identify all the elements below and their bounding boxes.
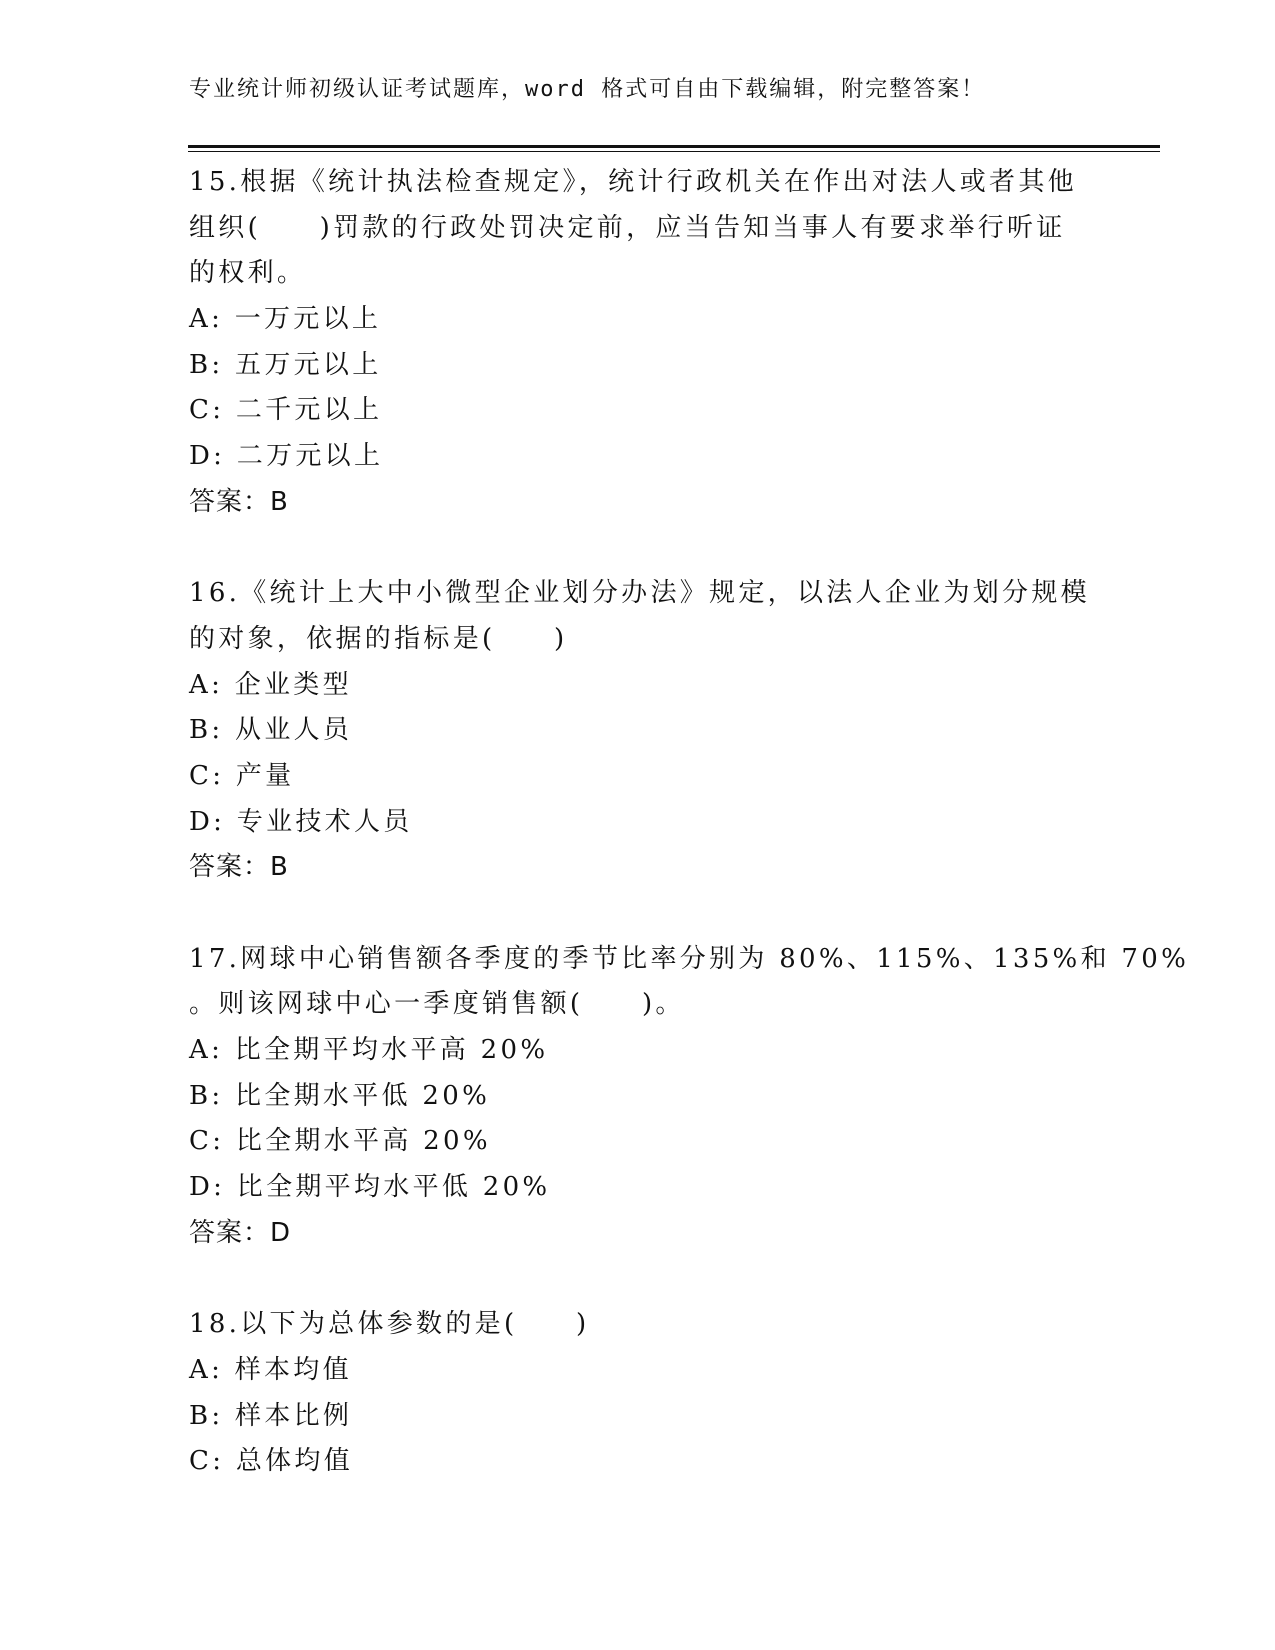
answer-label: 答案：B	[189, 486, 289, 517]
option-b: B: 从业人员	[189, 715, 353, 746]
spacer	[189, 1257, 1089, 1303]
option-b: B: 比全期水平低 20%	[189, 1080, 491, 1111]
option-c: C: 二千元以上	[189, 395, 383, 426]
question-18	[189, 1302, 1089, 1485]
question-stem-line: 18.以下为总体参数的是( )	[189, 1309, 590, 1340]
page-header: 专业统计师初级认证考试题库，word 格式可自由下载编辑，附完整答案！	[189, 77, 986, 102]
option-a: A: 一万元以上	[189, 304, 382, 335]
option-d: D: 比全期平均水平低 20%	[189, 1172, 551, 1203]
option-a: A: 比全期平均水平高 20%	[189, 1035, 549, 1066]
option-d: D: 二万元以上	[189, 441, 384, 472]
option-a: A: 企业类型	[189, 669, 352, 700]
question-stem-line: 的对象，依据的指标是( )	[189, 623, 568, 654]
option-b: B: 样本比例	[189, 1400, 353, 1431]
spacer	[189, 891, 1089, 937]
question-stem-line: 17.网球中心销售额各季度的季节比率分别为 80%、115%、135%和 70%	[189, 943, 1190, 974]
question-stem-line: 15.根据《统计执法检查规定》，统计行政机关在作出对法人或者其他	[189, 167, 1077, 197]
header-rule	[188, 145, 1160, 148]
header-rule-thin	[188, 151, 1160, 152]
answer-label: 答案：D	[189, 1217, 292, 1248]
question-16	[189, 571, 1089, 891]
option-c: C: 比全期水平高 20%	[189, 1126, 491, 1157]
option-b: B: 五万元以上	[189, 349, 382, 380]
spacer	[189, 526, 1089, 572]
answer-label: 答案：B	[189, 852, 289, 883]
option-a: A: 样本均值	[189, 1354, 352, 1385]
question-stem-line: 。则该网球中心一季度销售额( )。	[189, 989, 685, 1020]
option-c: C: 产量	[189, 760, 295, 791]
question-17	[189, 937, 1190, 1257]
question-stem-line: 组织( )罚款的行政处罚决定前，应当告知当事人有要求举行听证	[189, 212, 1066, 243]
option-c: C: 总体均值	[189, 1446, 354, 1477]
question-list	[189, 160, 1190, 1485]
question-15	[189, 160, 1089, 526]
question-stem-line: 16.《统计上大中小微型企业划分办法》规定，以法人企业为划分规模	[189, 578, 1090, 609]
question-stem-line: 的权利。	[189, 258, 307, 289]
option-d: D: 专业技术人员	[189, 806, 413, 837]
